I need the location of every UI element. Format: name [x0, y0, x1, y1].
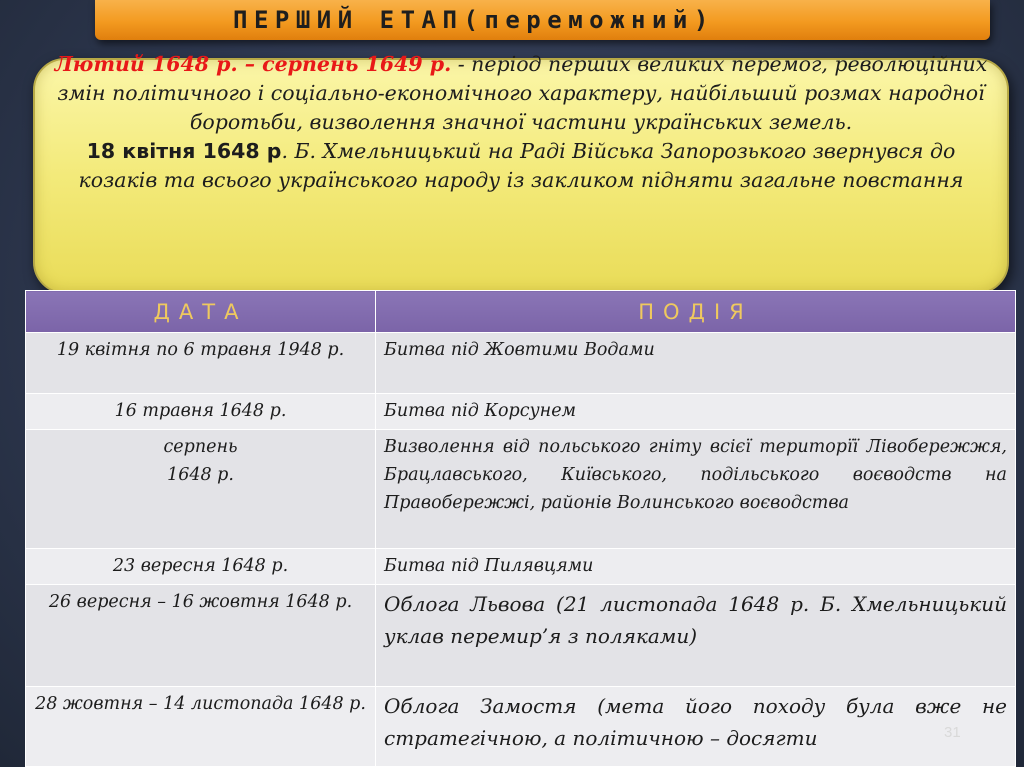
row-event: Битва під Корсунем — [376, 394, 1016, 430]
header-date: ДАТА — [26, 291, 376, 333]
events-table — [25, 290, 1015, 767]
intro-text — [49, 50, 993, 195]
row-event: Битва під Пилявцями — [376, 549, 1016, 585]
intro-box — [33, 52, 1009, 294]
header-event: ПОДІЯ — [376, 291, 1016, 333]
table-row — [26, 430, 1016, 549]
row-date: 23 вересня 1648 р. — [26, 549, 376, 585]
page-number: 31 — [944, 724, 961, 741]
title-bar — [95, 0, 990, 40]
slide-title: ПЕРШИЙ ЕТАП(переможний) — [233, 6, 715, 34]
table-row — [26, 585, 1016, 687]
table-row — [26, 549, 1016, 585]
row-date: 19 квітня по 6 травня 1948 р. — [26, 333, 376, 394]
table-row — [26, 687, 1016, 767]
row-event: Облога Замостя (мета його походу була вже не стратегічною, а політичною – досягти — [376, 687, 1016, 767]
table-header-row — [26, 291, 1016, 333]
row-event: Битва під Жовтими Водами — [376, 333, 1016, 394]
table-row — [26, 333, 1016, 394]
row-event: Визволення від польського гніту всієї територїї Лівобережжя, Брацлавського, Київського, подільського воєводств на Правобережжі, районів Волинського воєводства — [376, 430, 1016, 549]
row-date: 26 вересня – 16 жовтня 1648 р. — [26, 585, 376, 687]
period-text: - період перших великих перемог, революційних змін політичного і соціально-економічного характеру, найбільший розмах народної боротьби, визволення значної частини українських земель. — [57, 52, 988, 134]
row-date: 28 жовтня – 14 листопада 1648 р. — [26, 687, 376, 767]
period-label: Лютий 1648 р. – серпень 1649 р. — [54, 52, 452, 76]
table-row — [26, 394, 1016, 430]
uprising-date: 18 квітня 1648 р — [86, 139, 282, 163]
row-date: серпень 1648 р. — [26, 430, 376, 549]
uprising-text: . Б. Хмельницький на Раді Війська Запорозького звернувся до козаків та всього українського народу із закликом підняти загальне повстання — [78, 139, 964, 192]
row-date: 16 травня 1648 р. — [26, 394, 376, 430]
row-event: Облога Львова (21 листопада 1648 р. Б. Хмельницький уклав перемир’я з поляками) — [376, 585, 1016, 687]
